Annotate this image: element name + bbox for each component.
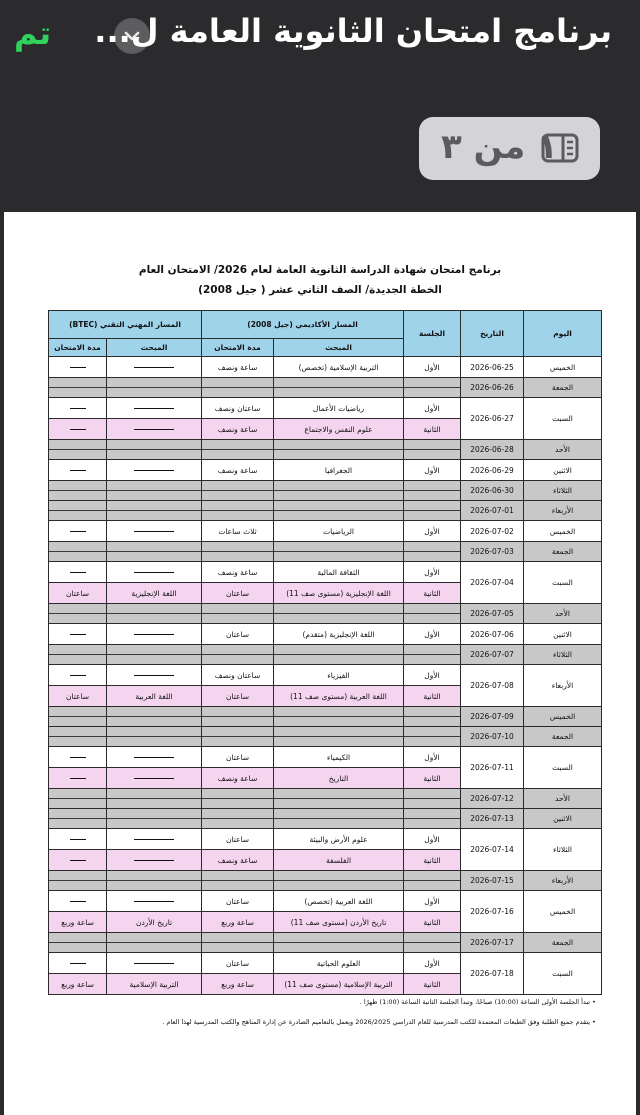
duration-cell: ساعتان xyxy=(202,953,274,974)
session-cell: الثانية xyxy=(404,583,461,604)
btec-subject-cell xyxy=(107,357,202,378)
session-cell: الأول xyxy=(404,891,461,912)
btec-duration-cell xyxy=(49,562,107,583)
exam-schedule-table xyxy=(48,310,602,995)
date-cell: 2026-06-27 xyxy=(461,398,524,440)
btec-subject-cell xyxy=(107,747,202,768)
table-row-off-day xyxy=(49,501,602,521)
date-cell: 2026-07-04 xyxy=(461,562,524,604)
empty-cell xyxy=(49,933,107,953)
duration-cell: ساعتان ونصف xyxy=(202,665,274,686)
duration-cell: ثلاث ساعات xyxy=(202,521,274,542)
day-cell: الجمعة xyxy=(524,933,602,953)
session-cell: الأول xyxy=(404,624,461,645)
duration-cell: ساعة وربع xyxy=(202,912,274,933)
duration-cell: ساعتان xyxy=(202,829,274,850)
day-cell: الاثنين xyxy=(524,809,602,829)
empty-dash xyxy=(70,839,86,840)
empty-cell xyxy=(404,789,461,809)
empty-cell xyxy=(274,871,404,891)
day-cell: الأحد xyxy=(524,789,602,809)
subject-cell: اللغة الإنجليزية (مستوى صف 11) xyxy=(274,583,404,604)
date-cell: 2026-07-07 xyxy=(461,645,524,665)
date-cell: 2026-06-25 xyxy=(461,357,524,378)
empty-cell xyxy=(202,481,274,501)
session-cell: الثانية xyxy=(404,419,461,440)
empty-cell xyxy=(274,440,404,460)
date-cell: 2026-07-14 xyxy=(461,829,524,871)
empty-cell xyxy=(107,378,202,398)
empty-cell xyxy=(202,440,274,460)
doc-title-line1: برنامج امتحان شهادة الدراسة الثانوية العامة لعام 2026/ الامتحان العام xyxy=(138,264,502,276)
day-cell: الاثنين xyxy=(524,624,602,645)
table-row xyxy=(49,624,602,645)
session-cell: الأول xyxy=(404,398,461,419)
header-duration: مدة الامتحان xyxy=(202,339,274,357)
table-row xyxy=(49,460,602,481)
empty-dash xyxy=(134,860,174,861)
empty-dash xyxy=(134,757,174,758)
btec-duration-cell xyxy=(49,747,107,768)
empty-dash xyxy=(134,429,174,430)
empty-cell xyxy=(107,501,202,521)
day-cell: الأربعاء xyxy=(524,665,602,707)
empty-cell xyxy=(202,727,274,747)
note-session-times: • تبدأ الجلسة الأولى الساعة (10:00) صباحًا، وتبدأ الجلسة الثانية الساعة (1:00) ظهرًا . xyxy=(359,998,596,1006)
day-cell: الجمعة xyxy=(524,378,602,398)
day-cell: الأربعاء xyxy=(524,871,602,891)
empty-cell xyxy=(404,604,461,624)
empty-dash xyxy=(134,778,174,779)
empty-cell xyxy=(202,645,274,665)
empty-cell xyxy=(274,542,404,562)
btec-subject-cell xyxy=(107,850,202,871)
btec-duration-cell xyxy=(49,357,107,378)
empty-cell xyxy=(404,809,461,829)
empty-cell xyxy=(107,542,202,562)
session-cell: الأول xyxy=(404,521,461,542)
table-row-off-day xyxy=(49,809,602,829)
btec-subject-cell: اللغة العربية xyxy=(107,686,202,707)
table-row-off-day xyxy=(49,933,602,953)
empty-cell xyxy=(404,933,461,953)
page-indicator-label: ١ من ٣ xyxy=(441,127,558,167)
empty-dash xyxy=(70,901,86,902)
top-bar xyxy=(0,0,640,212)
date-cell: 2026-07-02 xyxy=(461,521,524,542)
btec-duration-cell xyxy=(49,850,107,871)
day-cell: الخميس xyxy=(524,707,602,727)
empty-dash xyxy=(70,675,86,676)
empty-dash xyxy=(70,778,86,779)
day-cell: الخميس xyxy=(524,521,602,542)
duration-cell: ساعة ونصف xyxy=(202,562,274,583)
empty-cell xyxy=(202,604,274,624)
date-cell: 2026-07-09 xyxy=(461,707,524,727)
empty-cell xyxy=(274,378,404,398)
empty-cell xyxy=(404,501,461,521)
btec-subject-cell xyxy=(107,891,202,912)
subject-cell: العلوم الحياتية xyxy=(274,953,404,974)
date-cell: 2026-06-29 xyxy=(461,460,524,481)
table-row xyxy=(49,357,602,378)
empty-dash xyxy=(134,531,174,532)
session-cell: الأول xyxy=(404,460,461,481)
sidebar-thumbnails-icon xyxy=(541,133,579,163)
day-cell: السبت xyxy=(524,562,602,604)
day-cell: الأحد xyxy=(524,604,602,624)
btec-duration-cell xyxy=(49,665,107,686)
table-row xyxy=(49,398,602,419)
btec-subject-cell xyxy=(107,460,202,481)
session-cell: الأول xyxy=(404,665,461,686)
empty-cell xyxy=(107,809,202,829)
date-cell: 2026-07-06 xyxy=(461,624,524,645)
empty-cell xyxy=(274,645,404,665)
empty-cell xyxy=(274,727,404,747)
table-row-off-day xyxy=(49,871,602,891)
table-row xyxy=(49,562,602,583)
duration-cell: ساعتان xyxy=(202,891,274,912)
session-cell: الثانية xyxy=(404,686,461,707)
empty-cell xyxy=(202,542,274,562)
day-cell: الجمعة xyxy=(524,542,602,562)
btec-duration-cell xyxy=(49,624,107,645)
session-cell: الأول xyxy=(404,562,461,583)
empty-cell xyxy=(107,727,202,747)
empty-cell xyxy=(404,440,461,460)
subject-cell: الفيزياء xyxy=(274,665,404,686)
btec-duration-cell: ساعة وربع xyxy=(49,974,107,995)
empty-dash xyxy=(70,634,86,635)
empty-cell xyxy=(49,542,107,562)
date-cell: 2026-07-16 xyxy=(461,891,524,933)
date-cell: 2026-07-03 xyxy=(461,542,524,562)
empty-cell xyxy=(107,481,202,501)
table-row xyxy=(49,829,602,850)
btec-duration-cell xyxy=(49,521,107,542)
day-cell: السبت xyxy=(524,398,602,440)
page-indicator-button[interactable] xyxy=(419,117,600,180)
header-subject: المبحث xyxy=(274,339,404,357)
session-cell: الأول xyxy=(404,747,461,768)
subject-cell: الثقافة المالية xyxy=(274,562,404,583)
table-row-off-day xyxy=(49,604,602,624)
session-cell: الثانية xyxy=(404,974,461,995)
date-cell: 2026-06-26 xyxy=(461,378,524,398)
empty-cell xyxy=(274,809,404,829)
empty-cell xyxy=(49,809,107,829)
session-cell: الثانية xyxy=(404,768,461,789)
empty-cell xyxy=(49,440,107,460)
document-title: برنامج امتحان الثانوية العامة ل... xyxy=(94,12,612,50)
empty-dash xyxy=(134,963,174,964)
empty-cell xyxy=(202,789,274,809)
subject-cell: اللغة العربية (تخصص) xyxy=(274,891,404,912)
subject-cell: الرياضيات xyxy=(274,521,404,542)
date-cell: 2026-07-08 xyxy=(461,665,524,707)
empty-dash xyxy=(70,470,86,471)
empty-cell xyxy=(49,789,107,809)
table-row xyxy=(49,521,602,542)
table-row xyxy=(49,891,602,912)
subject-cell: التاريخ xyxy=(274,768,404,789)
empty-cell xyxy=(202,871,274,891)
empty-cell xyxy=(404,727,461,747)
empty-dash xyxy=(134,634,174,635)
subject-cell: التربية الإسلامية (تخصص) xyxy=(274,357,404,378)
empty-dash xyxy=(134,572,174,573)
btec-subject-cell: اللغة الإنجليزية xyxy=(107,583,202,604)
day-cell: الاثنين xyxy=(524,460,602,481)
date-cell: 2026-07-13 xyxy=(461,809,524,829)
btec-duration-cell xyxy=(49,768,107,789)
empty-cell xyxy=(107,604,202,624)
empty-cell xyxy=(107,789,202,809)
duration-cell: ساعتان xyxy=(202,686,274,707)
empty-cell xyxy=(107,645,202,665)
date-cell: 2026-06-28 xyxy=(461,440,524,460)
table-row-off-day xyxy=(49,727,602,747)
table-row-off-day xyxy=(49,707,602,727)
empty-cell xyxy=(202,707,274,727)
subject-cell: رياضيات الأعمال xyxy=(274,398,404,419)
empty-dash xyxy=(134,901,174,902)
date-cell: 2026-07-10 xyxy=(461,727,524,747)
date-cell: 2026-07-12 xyxy=(461,789,524,809)
btec-duration-cell xyxy=(49,829,107,850)
empty-cell xyxy=(404,707,461,727)
empty-dash xyxy=(134,470,174,471)
btec-duration-cell xyxy=(49,953,107,974)
date-cell: 2026-07-15 xyxy=(461,871,524,891)
empty-dash xyxy=(70,963,86,964)
btec-subject-cell: تاريخ الأردن xyxy=(107,912,202,933)
btec-duration-cell xyxy=(49,460,107,481)
empty-cell xyxy=(274,481,404,501)
header-day: اليوم xyxy=(524,311,602,357)
header-btec-subject: المبحث xyxy=(107,339,202,357)
duration-cell: ساعة ونصف xyxy=(202,419,274,440)
duration-cell: ساعتان ونصف xyxy=(202,398,274,419)
date-cell: 2026-07-18 xyxy=(461,953,524,995)
btec-subject-cell: التربية الإسلامية xyxy=(107,974,202,995)
empty-cell xyxy=(49,645,107,665)
empty-cell xyxy=(107,707,202,727)
day-cell: السبت xyxy=(524,953,602,995)
day-cell: الخميس xyxy=(524,891,602,933)
btec-duration-cell xyxy=(49,419,107,440)
empty-dash xyxy=(70,367,86,368)
btec-duration-cell xyxy=(49,398,107,419)
empty-cell xyxy=(404,645,461,665)
empty-dash xyxy=(70,429,86,430)
btec-duration-cell: ساعتان xyxy=(49,686,107,707)
table-row xyxy=(49,953,602,974)
empty-dash xyxy=(134,408,174,409)
duration-cell: ساعة ونصف xyxy=(202,357,274,378)
subject-cell: علوم الأرض والبيئة xyxy=(274,829,404,850)
btec-subject-cell xyxy=(107,562,202,583)
doc-title-line2: الخطة الجديدة/ الصف الثاني عشر ( جيل 2008) xyxy=(198,284,442,296)
date-cell: 2026-07-01 xyxy=(461,501,524,521)
empty-cell xyxy=(202,501,274,521)
empty-cell xyxy=(49,378,107,398)
document-page xyxy=(0,212,640,1115)
subject-cell: علوم النفس والاجتماع xyxy=(274,419,404,440)
day-cell: الخميس xyxy=(524,357,602,378)
btec-duration-cell: ساعة وربع xyxy=(49,912,107,933)
subject-cell: اللغة الإنجليزية (متقدم) xyxy=(274,624,404,645)
day-cell: الثلاثاء xyxy=(524,481,602,501)
duration-cell: ساعة وربع xyxy=(202,974,274,995)
empty-cell xyxy=(202,378,274,398)
empty-cell xyxy=(274,501,404,521)
empty-cell xyxy=(274,707,404,727)
empty-cell xyxy=(202,809,274,829)
subject-cell: اللغة العربية (مستوى صف 11) xyxy=(274,686,404,707)
date-cell: 2026-07-11 xyxy=(461,747,524,789)
table-row-off-day xyxy=(49,481,602,501)
table-row xyxy=(49,665,602,686)
btec-subject-cell xyxy=(107,953,202,974)
btec-subject-cell xyxy=(107,398,202,419)
btec-subject-cell xyxy=(107,665,202,686)
table-row-off-day xyxy=(49,378,602,398)
table-row xyxy=(49,747,602,768)
empty-cell xyxy=(274,933,404,953)
day-cell: الجمعة xyxy=(524,727,602,747)
note-textbooks: • يتقدم جميع الطلبة وفق الطبعات المعتمدة للكتب المدرسية للعام الدراسي 2026/2025 ويعمل بالتعاميم الصادرة عن إدارة المناهج والكتب المدرسية لهذا العام . xyxy=(162,1018,596,1026)
day-cell: السبت xyxy=(524,747,602,789)
header-academic-track: المسار الأكاديمي (جيل 2008) xyxy=(202,311,404,339)
date-cell: 2026-07-17 xyxy=(461,933,524,953)
duration-cell: ساعة ونصف xyxy=(202,850,274,871)
btec-subject-cell xyxy=(107,768,202,789)
table-row-off-day xyxy=(49,542,602,562)
session-cell: الثانية xyxy=(404,850,461,871)
subject-cell: التربية الإسلامية (مستوى صف 11) xyxy=(274,974,404,995)
subject-cell: الجغرافيا xyxy=(274,460,404,481)
empty-cell xyxy=(404,871,461,891)
btec-duration-cell xyxy=(49,891,107,912)
day-cell: الثلاثاء xyxy=(524,645,602,665)
btec-subject-cell xyxy=(107,521,202,542)
subject-cell: تاريخ الأردن (مستوى صف 11) xyxy=(274,912,404,933)
duration-cell: ساعتان xyxy=(202,583,274,604)
header-btec-duration: مدة الامتحان xyxy=(49,339,107,357)
empty-dash xyxy=(134,839,174,840)
session-cell: الثانية xyxy=(404,912,461,933)
empty-cell xyxy=(274,789,404,809)
duration-cell: ساعتان xyxy=(202,747,274,768)
btec-subject-cell xyxy=(107,419,202,440)
empty-dash xyxy=(134,675,174,676)
date-cell: 2026-07-05 xyxy=(461,604,524,624)
empty-cell xyxy=(49,481,107,501)
empty-cell xyxy=(49,871,107,891)
header-date: التاريخ xyxy=(461,311,524,357)
btec-duration-cell: ساعتان xyxy=(49,583,107,604)
empty-cell xyxy=(49,501,107,521)
empty-cell xyxy=(274,604,404,624)
table-row-off-day xyxy=(49,440,602,460)
duration-cell: ساعتان xyxy=(202,624,274,645)
header-btec-track: المسار المهني التقني (BTEC) xyxy=(49,311,202,339)
empty-cell xyxy=(202,933,274,953)
empty-cell xyxy=(404,542,461,562)
header-session: الجلسة xyxy=(404,311,461,357)
subject-cell: الفلسفة xyxy=(274,850,404,871)
table-row-off-day xyxy=(49,645,602,665)
empty-cell xyxy=(404,481,461,501)
empty-cell xyxy=(49,727,107,747)
empty-dash xyxy=(70,860,86,861)
duration-cell: ساعة ونصف xyxy=(202,460,274,481)
btec-subject-cell xyxy=(107,829,202,850)
day-cell: الأربعاء xyxy=(524,501,602,521)
empty-cell xyxy=(107,933,202,953)
date-cell: 2026-06-30 xyxy=(461,481,524,501)
subject-cell: الكيمياء xyxy=(274,747,404,768)
table-row-off-day xyxy=(49,789,602,809)
empty-dash xyxy=(70,572,86,573)
duration-cell: ساعة ونصف xyxy=(202,768,274,789)
empty-cell xyxy=(107,871,202,891)
empty-dash xyxy=(70,408,86,409)
empty-cell xyxy=(107,440,202,460)
empty-dash xyxy=(134,367,174,368)
empty-cell xyxy=(49,604,107,624)
day-cell: الثلاثاء xyxy=(524,829,602,871)
empty-cell xyxy=(404,378,461,398)
session-cell: الأول xyxy=(404,357,461,378)
empty-dash xyxy=(70,757,86,758)
empty-dash xyxy=(70,531,86,532)
empty-cell xyxy=(49,707,107,727)
session-cell: الأول xyxy=(404,829,461,850)
day-cell: الأحد xyxy=(524,440,602,460)
done-button[interactable]: تم xyxy=(14,14,52,52)
session-cell: الأول xyxy=(404,953,461,974)
btec-subject-cell xyxy=(107,624,202,645)
